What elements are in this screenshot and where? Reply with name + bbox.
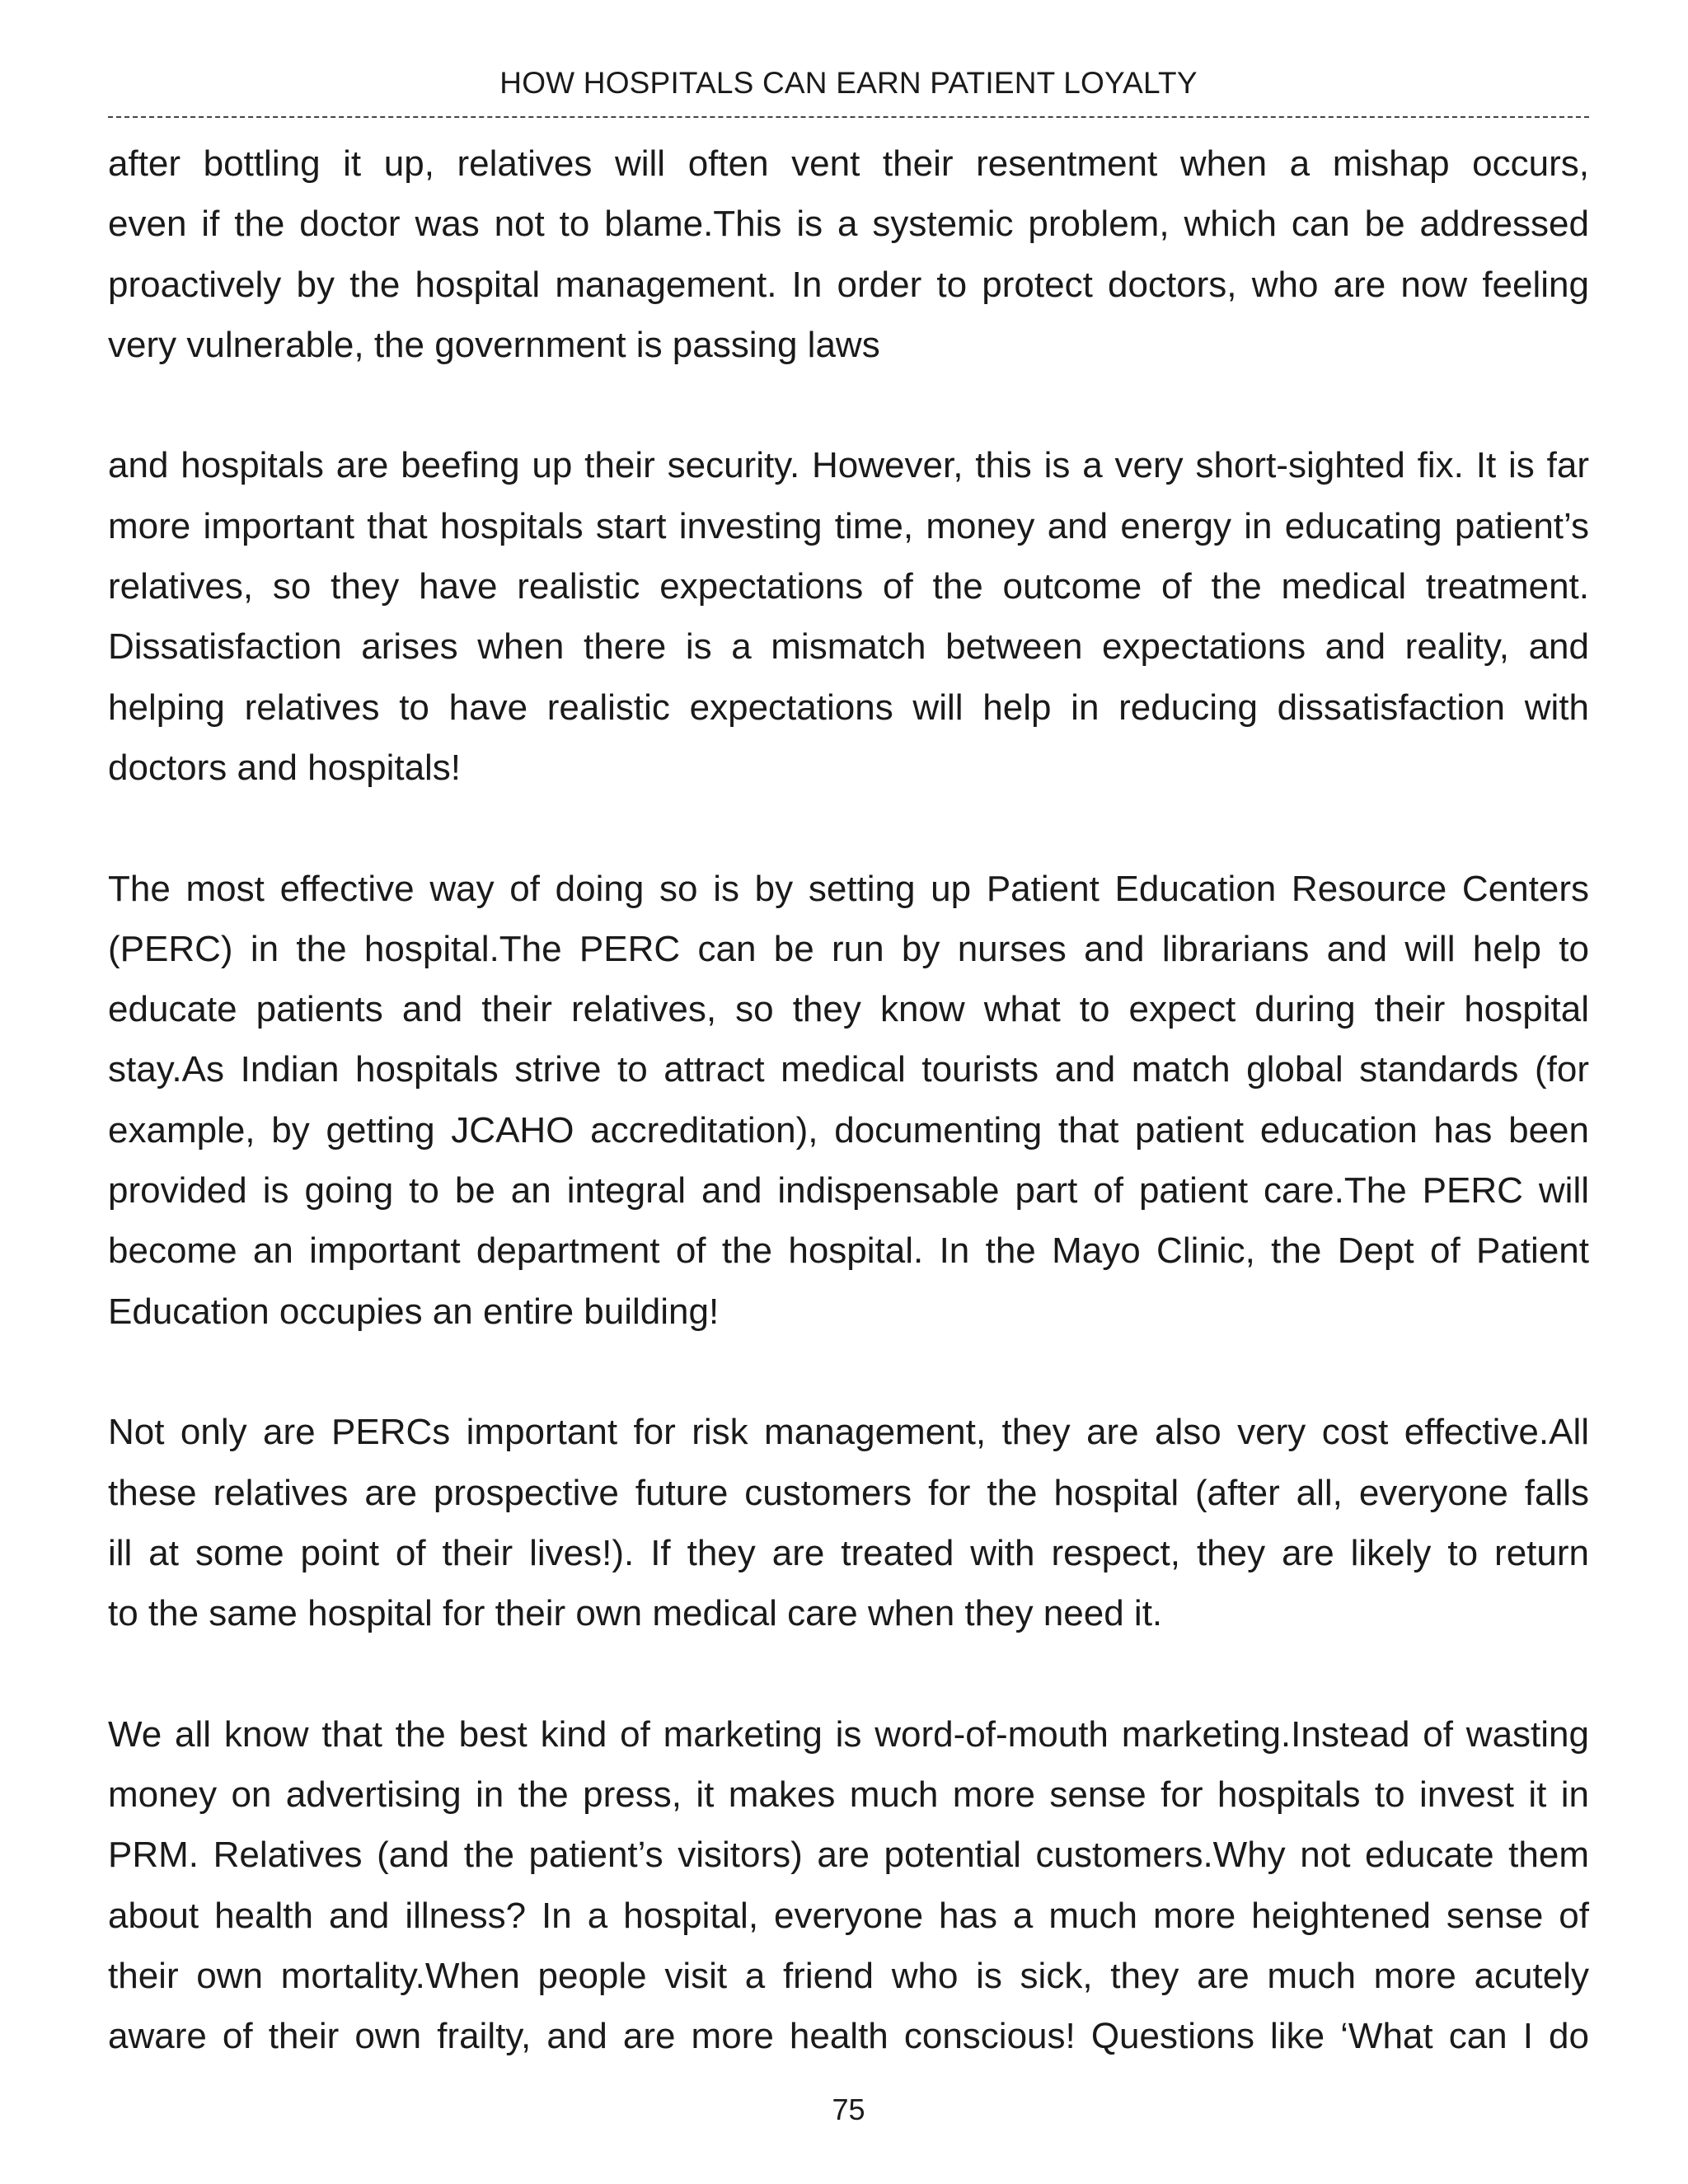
running-head-title: HOW HOSPITALS CAN EARN PATIENT LOYALTY <box>499 66 1198 100</box>
body-line: after bottling it up, relatives will often vent their resentment when a mishap occurs, <box>108 143 1589 184</box>
body-line: aware of their own frailty, and are more health conscious! Questions like ‘What can I do <box>108 2016 1589 2057</box>
body-line: about health and illness? In a hospital, everyone has a much more heightened sense of <box>108 1895 1589 1936</box>
body-line: The most effective way of doing so is by setting up Patient Education Resource Centers <box>108 868 1589 909</box>
header-dashed-rule <box>108 116 1589 118</box>
body-line: and hospitals are beefing up their security. However, this is a very short-sighted fix. It is far <box>108 445 1589 486</box>
body-line: very vulnerable, the government is passing laws <box>108 324 880 365</box>
body-line: (PERC) in the hospital.The PERC can be run by nurses and librarians and will help to <box>108 928 1589 969</box>
paragraph-5 <box>108 1704 1589 2067</box>
body-line: become an important department of the hospital. In the Mayo Clinic, the Dept of Patient <box>108 1230 1589 1272</box>
paragraph-3 <box>108 859 1589 1342</box>
paragraph-4 <box>108 1402 1589 1643</box>
body-line: ill at some point of their lives!). If they are treated with respect, they are likely to return <box>108 1532 1589 1573</box>
body-line: doctors and hospitals! <box>108 747 462 788</box>
body-text <box>108 134 1589 2127</box>
body-line: their own mortality.When people visit a friend who is sick, they are much more acutely <box>108 1955 1589 1996</box>
body-line: relatives, so they have realistic expectations of the outcome of the medical treatment. <box>108 566 1589 607</box>
body-line: PRM. Relatives (and the patient’s visitors) are potential customers.Why not educate them <box>108 1835 1589 1876</box>
body-line: helping relatives to have realistic expectations will help in reducing dissatisfaction with <box>108 687 1589 728</box>
body-line: these relatives are prospective future customers for the hospital (after all, everyone falls <box>108 1472 1589 1513</box>
body-line: provided is going to be an integral and indispensable part of patient care.The PERC will <box>108 1170 1589 1212</box>
body-line: We all know that the best kind of marketing is word-of-mouth marketing.Instead of wasting <box>108 1713 1589 1755</box>
body-line: example, by getting JCAHO accreditation), documenting that patient education has been <box>108 1109 1589 1151</box>
body-line: educate patients and their relatives, so they know what to expect during their hospital <box>108 989 1589 1030</box>
body-line: money on advertising in the press, it makes much more sense for hospitals to invest it in <box>108 1774 1589 1816</box>
paragraph-1 <box>108 134 1589 375</box>
body-line: Education occupies an entire building! <box>108 1291 720 1332</box>
body-line: to the same hospital for their own medical care when they need it. <box>108 1593 1163 1634</box>
body-line: Dissatisfaction arises when there is a mismatch between expectations and reality, and <box>108 626 1589 668</box>
body-line: proactively by the hospital management. In order to protect doctors, who are now feeling <box>108 264 1589 305</box>
body-line: stay.As Indian hospitals strive to attract medical tourists and match global standards (for <box>108 1049 1589 1090</box>
page-number: 75 <box>832 2093 865 2126</box>
body-line: more important that hospitals start investing time, money and energy in educating patient’s <box>108 505 1589 546</box>
paragraph-2 <box>108 435 1589 798</box>
body-line: even if the doctor was not to blame.This is a systemic problem, which can be addressed <box>108 204 1589 245</box>
body-line: Not only are PERCs important for risk management, they are also very cost effective.All <box>108 1412 1589 1453</box>
